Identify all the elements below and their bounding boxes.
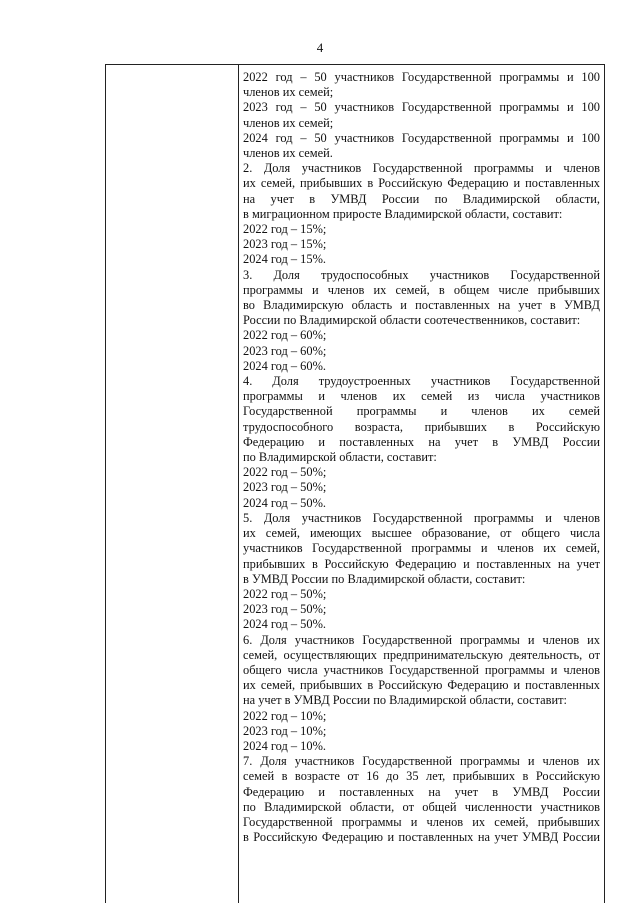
text-line: 7. Доля участников Государственной программы и членов их xyxy=(243,754,600,769)
text-line: 4. Доля трудоустроенных участников Государственной xyxy=(243,374,600,389)
text-line: членов их семей; xyxy=(243,115,334,130)
text-line: 2022 год – 15%; xyxy=(243,222,327,237)
text-line: в Российскую Федерацию и поставленных на учет УМВД России xyxy=(243,830,600,845)
text-line: Федерацию и поставленных на учет в УМВД России xyxy=(243,784,600,799)
text-line: семей, осуществляющих предпринимательскую деятельность, от xyxy=(243,647,600,662)
text-line: их семей, прибывших в Российскую Федерацию и поставленных xyxy=(243,678,600,693)
text-line: семей в возрасте от 16 до 35 лет, прибывших в Российскую xyxy=(243,769,600,784)
text-line: 2024 год – 50%. xyxy=(243,495,326,510)
text-line: 2022 год – 10%; xyxy=(243,708,327,723)
text-line: 2022 год – 50%; xyxy=(243,465,327,480)
text-line: в УМВД России по Владимирской области, составит: xyxy=(243,571,526,586)
text-line: на учет в УМВД России по Владимирской области, составит: xyxy=(243,693,568,708)
table-left-cell xyxy=(106,65,239,903)
text-line: в миграционном приросте Владимирской области, составит: xyxy=(243,206,563,221)
text-line: 6. Доля участников Государственной программы и членов их xyxy=(243,632,600,647)
text-line: их семей, имеющих высшее образование, от общего числа xyxy=(243,526,600,541)
text-line: 2024 год – 15%. xyxy=(243,252,326,267)
text-line: Федерацию и поставленных на учет в УМВД России xyxy=(243,434,600,449)
text-line: членов их семей; xyxy=(243,85,334,100)
text-line: 2023 год – 10%; xyxy=(243,723,327,738)
text-line: 2023 год – 50%; xyxy=(243,480,327,495)
text-line: 2022 год – 50%; xyxy=(243,586,327,601)
text-line: 2024 год – 60%. xyxy=(243,358,326,373)
text-line: Государственной программы и членов их семей, прибывших xyxy=(243,814,600,829)
text-line: участников Государственной программы и членов их семей, xyxy=(243,541,600,556)
text-line: членов их семей. xyxy=(243,146,333,161)
text-line: на учет в УМВД России по Владимирской области, xyxy=(243,191,600,206)
text-line: их семей, прибывших в Российскую Федерацию и поставленных xyxy=(243,176,600,191)
text-line: 2024 год – 50 участников Государственной программы и 100 xyxy=(243,130,600,145)
text-line: программы и членов их семей из числа участников xyxy=(243,389,600,404)
text-line: Государственной программы и членов их семей xyxy=(243,404,600,419)
text-line: прибывших в Российскую Федерацию и поставленных на учет xyxy=(243,556,600,571)
text-line: 2023 год – 15%; xyxy=(243,237,327,252)
text-line: программы и членов их семей, в общем числе прибывших xyxy=(243,282,600,297)
text-line: 2024 год – 10%. xyxy=(243,738,326,753)
document-table xyxy=(105,64,605,903)
page-number: 4 xyxy=(316,40,324,55)
text-line: во Владимирскую область и поставленных на учет в УМВД xyxy=(243,298,600,313)
text-line: трудоспособного возраста, прибывших в Российскую xyxy=(243,419,600,434)
text-line: 5. Доля участников Государственной программы и членов xyxy=(243,510,600,525)
text-line: по Владимирской области, составит: xyxy=(243,450,437,465)
table-text-cell xyxy=(239,65,604,903)
text-line: 2024 год – 50%. xyxy=(243,617,326,632)
text-line: 2022 год – 50 участников Государственной программы и 100 xyxy=(243,70,600,84)
text-line: России по Владимирской области соотечественников, составит: xyxy=(243,313,581,328)
text-line: 2023 год – 50 участников Государственной программы и 100 xyxy=(243,100,600,115)
text-line: 2023 год – 60%; xyxy=(243,343,327,358)
text-line: 3. Доля трудоспособных участников Государственной xyxy=(243,267,600,282)
text-line: по Владимирской области, от общей численности участников xyxy=(243,799,600,814)
text-line: общего числа участников Государственной программы и членов xyxy=(243,662,600,677)
text-line: 2. Доля участников Государственной программы и членов xyxy=(243,161,600,176)
text-line: 2022 год – 60%; xyxy=(243,328,327,343)
text-line: 2023 год – 50%; xyxy=(243,602,327,617)
